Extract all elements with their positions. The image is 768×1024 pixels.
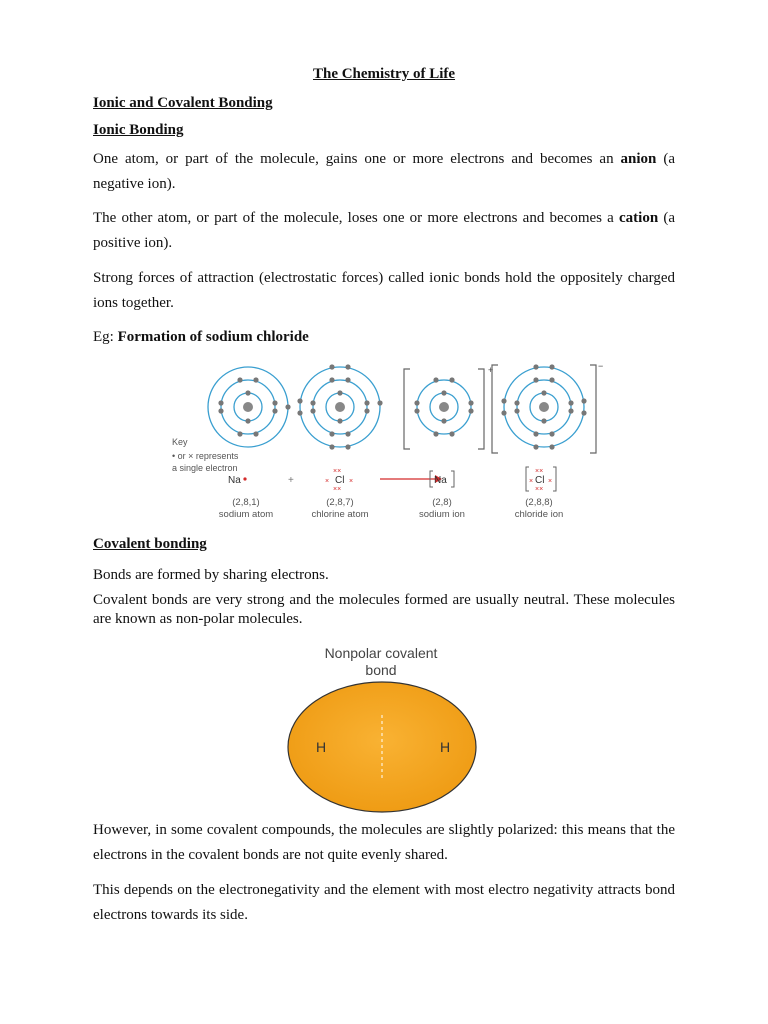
nonpolar-covalent-bond-figure xyxy=(285,640,485,820)
chlorine-atom-symbol: Cl xyxy=(335,475,345,486)
chlorine-cross-bottom: ×× xyxy=(333,486,342,493)
key-title: Key xyxy=(172,437,188,447)
section-heading: Ionic and Covalent Bonding xyxy=(93,95,273,111)
sodium-ion-symbol: Na xyxy=(434,475,447,486)
figure-title-line-2: bond xyxy=(365,662,397,678)
sodium-atom-config: (2,8,1) xyxy=(232,497,260,508)
chlorine-cross-left: × xyxy=(325,478,330,485)
ionic-p2-text: The other atom, or part of the molecule, loses one or more electrons and becomes a xyxy=(93,210,619,226)
covalent-paragraph-2: Covalent bonds are very strong and the molecules formed are usually neutral. These molecules are known as non-polar molecules. xyxy=(93,592,675,627)
svg-text:××: ×× xyxy=(535,486,544,493)
chloride-ion-config: (2,8,8) xyxy=(525,497,553,508)
chloride-ion-symbol: Cl xyxy=(535,475,545,486)
hydrogen-left: H xyxy=(315,739,327,755)
covalent-paragraph-1: Bonds are formed by sharing electrons. xyxy=(93,567,329,583)
chloride-ion-nucleus xyxy=(539,402,549,412)
ionic-paragraph-2 xyxy=(93,206,675,256)
ionic-bonding-heading: Ionic Bonding xyxy=(93,122,184,138)
sodium-chloride-diagram xyxy=(160,357,610,527)
example-title: Formation of sodium chloride xyxy=(117,329,309,345)
ionic-p2-tail: (a positive ion). xyxy=(93,210,676,251)
ionic-p1-text: One atom, or part of the molecule, gains one or more electrons and becomes an xyxy=(93,151,621,167)
sodium-nucleus xyxy=(243,402,253,412)
chlorine-atom-name: chlorine atom xyxy=(311,509,369,520)
sodium-atom-symbol: Na xyxy=(228,475,241,486)
ionic-paragraph-3: Strong forces of attraction (electrostatic forces) called ionic bonds hold the oppositely charged ions together. xyxy=(93,270,675,311)
page-title: The Chemistry of Life xyxy=(312,66,456,82)
chloride-ion-charge: − xyxy=(598,361,604,371)
sodium-atom-electrons xyxy=(218,377,290,436)
chlorine-nucleus xyxy=(335,402,345,412)
sodium-atom-name: sodium atom xyxy=(218,509,274,520)
chlorine-cross-top: ×× xyxy=(333,468,342,475)
ionic-p1-tail: (a negative ion). xyxy=(93,151,676,192)
sodium-ion-name: sodium ion xyxy=(419,509,465,520)
covalent-paragraph-4: This depends on the electronegativity and the element with most electro negativity attracts bond electrons towards its side. xyxy=(93,882,675,923)
sodium-ion-charge: + xyxy=(488,365,494,375)
figure-title-line-1: Nonpolar covalent xyxy=(324,645,438,661)
svg-text:×: × xyxy=(548,478,553,485)
sodium-ion-config: (2,8) xyxy=(432,497,452,508)
bohr-diagram xyxy=(160,357,610,527)
key-line-1: • or × represents xyxy=(172,451,239,461)
chloride-ion-name: chloride ion xyxy=(514,509,564,520)
chlorine-atom-config: (2,8,7) xyxy=(326,497,354,508)
example-line xyxy=(93,329,309,346)
sodium-ion-nucleus xyxy=(439,402,449,412)
anion-term: anion xyxy=(620,151,657,167)
hydrogen-right: H xyxy=(439,739,451,755)
svg-text:××: ×× xyxy=(535,468,544,475)
plus-sign: + xyxy=(288,475,294,486)
covalent-bonding-heading: Covalent bonding xyxy=(93,536,207,552)
svg-text:×: × xyxy=(529,478,534,485)
covalent-paragraph-3: However, in some covalent compounds, the molecules are slightly polarized: this means that the electrons in the covalent bonds are not quite evenly shared. xyxy=(93,822,675,863)
nonpolar-bond-svg xyxy=(285,640,485,820)
cation-term: cation xyxy=(619,210,659,226)
key-line-2: a single electron xyxy=(172,463,238,473)
example-prefix: Eg: xyxy=(93,329,118,345)
chlorine-cross-right: × xyxy=(349,478,354,485)
sodium-valence-dot xyxy=(243,477,246,480)
ionic-paragraph-1 xyxy=(93,147,675,197)
